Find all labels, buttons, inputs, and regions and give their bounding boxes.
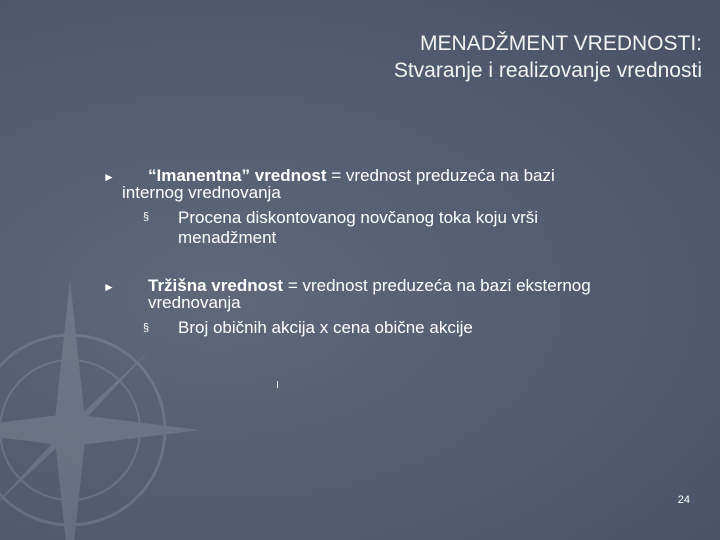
slide-title [394, 30, 702, 84]
bullet-1-sub-text [178, 208, 678, 248]
bullet-1-rest: = vrednost preduzeća na bazi [326, 166, 555, 185]
title-line-1: MENADŽMENT VREDNOSTI: [420, 32, 702, 55]
stray-mark [277, 381, 278, 388]
bullet-1-sub-line1: Procena diskontovanog novčanog toka koju vrši [178, 208, 539, 227]
sub-bullet-icon: § [143, 322, 150, 334]
page-number: 24 [677, 494, 690, 506]
bullet-2-line2: vrednovanja [148, 293, 241, 312]
bullet-2-bold: Tržišna vrednost [148, 276, 284, 295]
bullet-2-sub-text [178, 318, 678, 338]
bullet-1-sub-line2: menadžment [178, 228, 277, 247]
bullet-1-line2: internog vrednovanja [122, 183, 281, 202]
bullet-arrow-icon: ► [103, 280, 115, 294]
bullet-2-rest: = vrednost preduzeća na bazi eksternog [283, 276, 591, 295]
bullet-arrow-icon: ► [103, 170, 115, 184]
sub-bullet-icon: § [143, 211, 150, 223]
bullet-1-text [122, 167, 682, 201]
bullet-2-sub-line1: Broj običnih akcija x cena obične akcije [178, 318, 473, 337]
title-line-2: Stvaranje i realizovanje vrednosti [393, 59, 702, 82]
bullet-2-text [148, 277, 688, 311]
bullet-1-bold: “Imanentna” vrednost [148, 166, 327, 185]
